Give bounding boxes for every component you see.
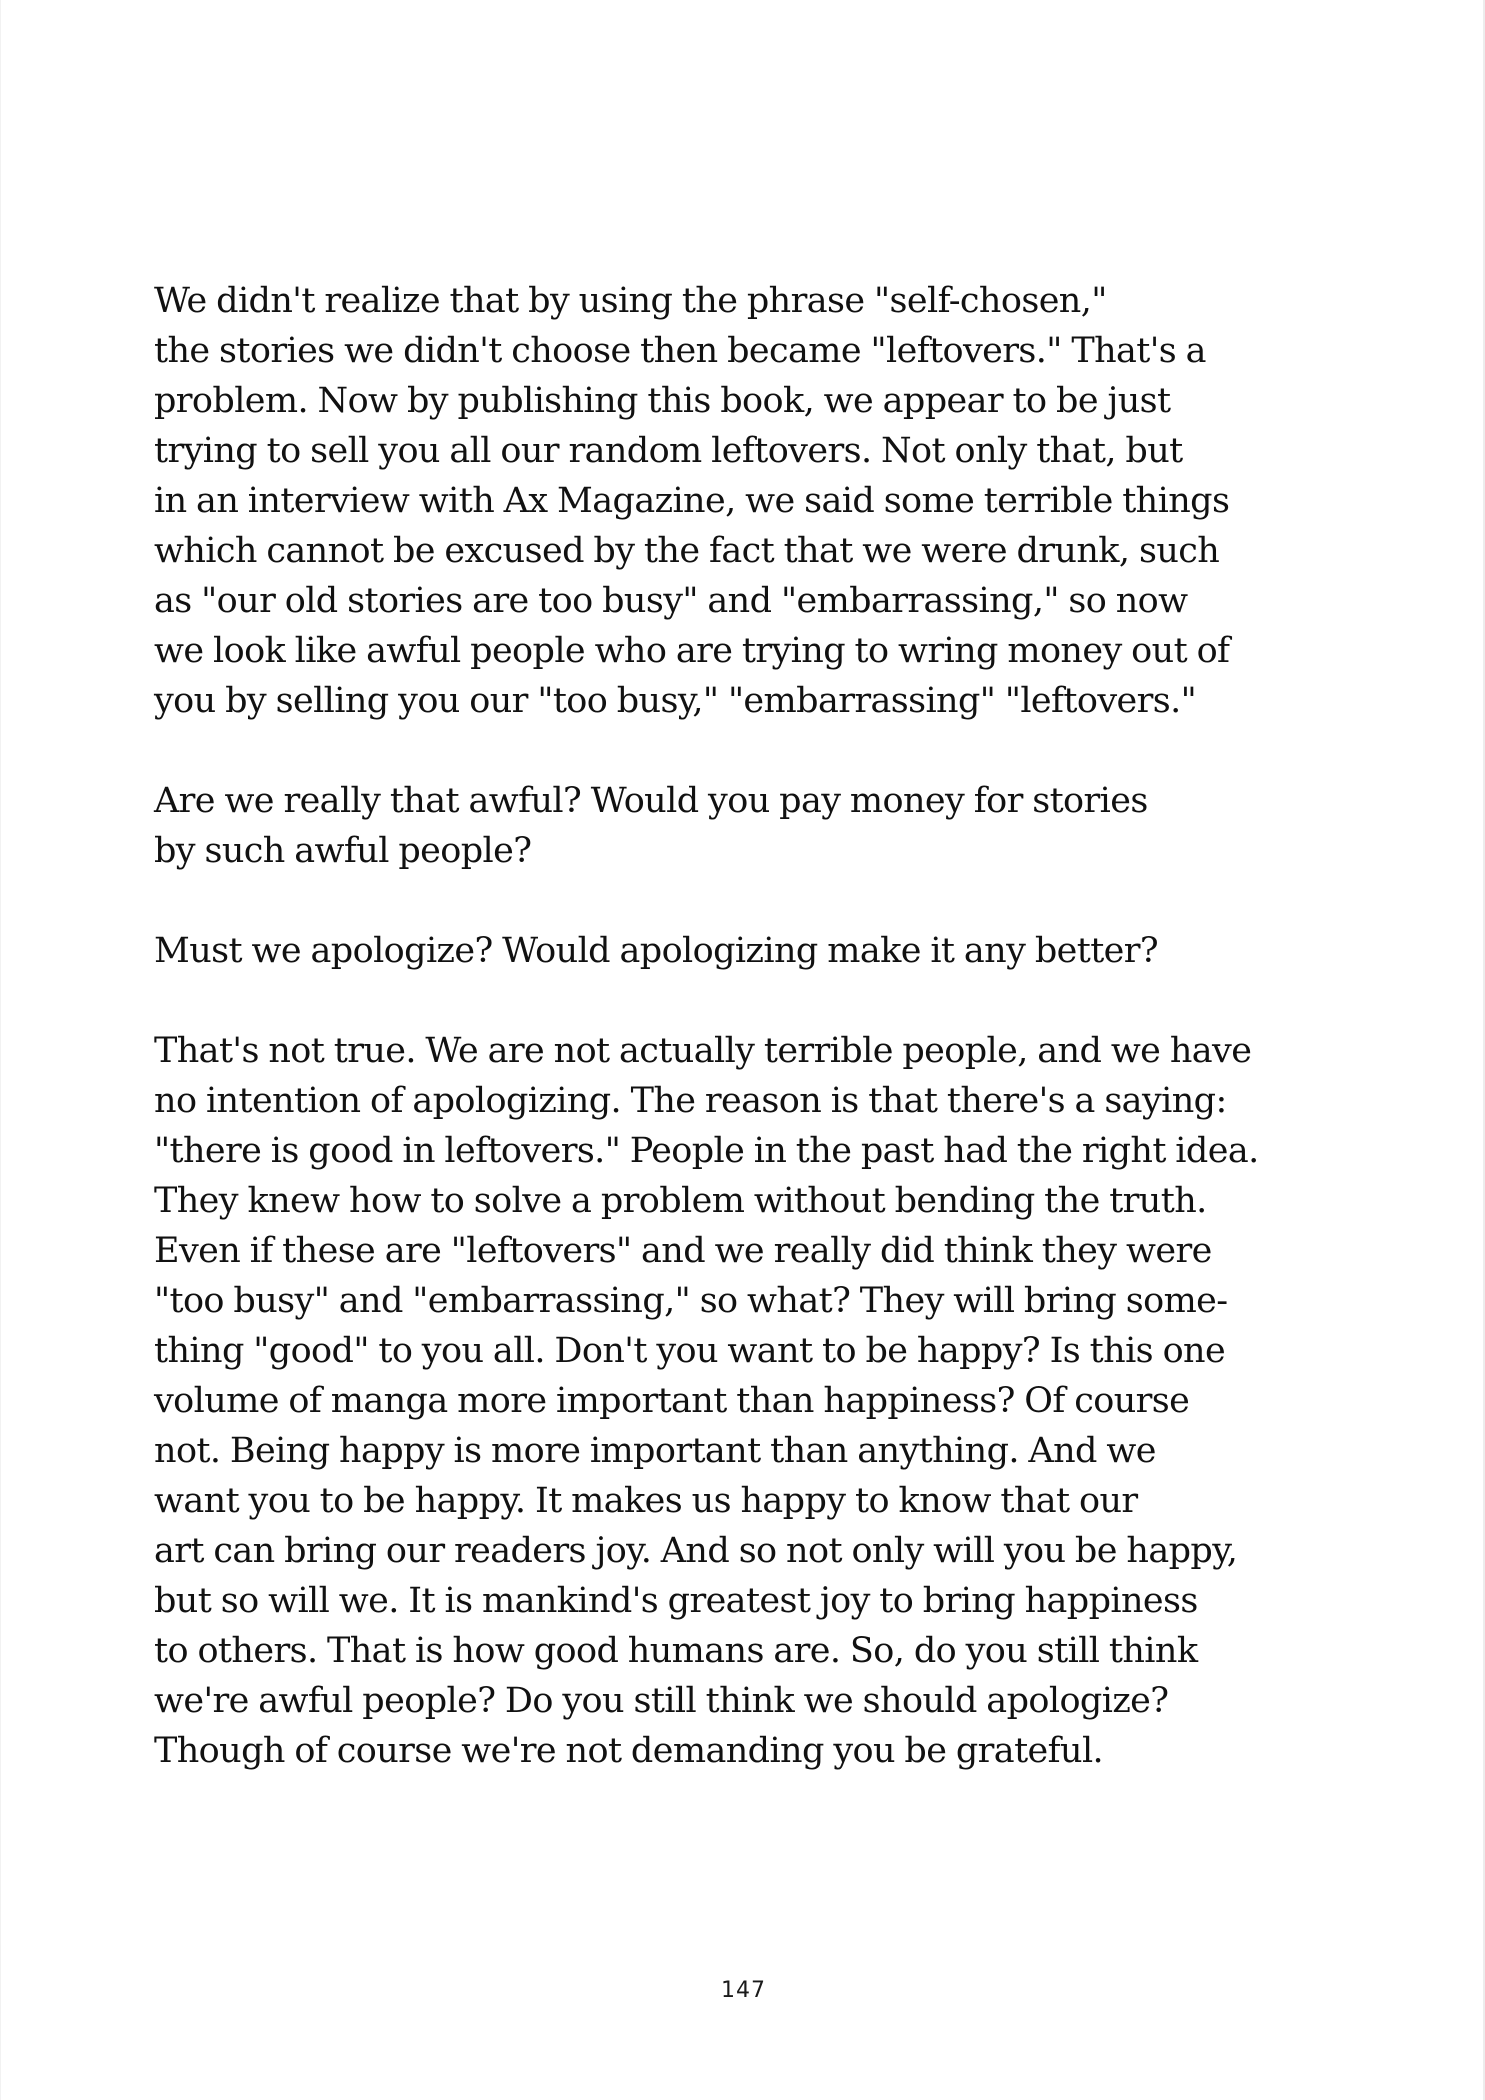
text-line: in an interview with Ax Magazine, we said some terrible things	[154, 481, 1230, 521]
text-line: problem. Now by publishing this book, we appear to be just	[154, 381, 1171, 421]
text-line: volume of manga more important than happiness? Of course	[154, 1381, 1190, 1421]
text-line: trying to sell you all our random leftovers. Not only that, but	[154, 431, 1183, 471]
text-line: as "our old stories are too busy" and "embarrassing," so now	[154, 581, 1188, 621]
body-text	[154, 276, 1394, 1826]
text-line: They knew how to solve a problem without bending the truth.	[154, 1181, 1207, 1221]
text-line: "there is good in leftovers." People in the past had the right idea.	[154, 1131, 1259, 1171]
text-line: by such awful people?	[154, 831, 532, 871]
page-number: 147	[721, 1978, 766, 2003]
text-line: to others. That is how good humans are. So, do you still think	[154, 1631, 1198, 1671]
text-line: you by selling you our "too busy," "embarrassing" "leftovers."	[154, 681, 1197, 721]
paragraph-2	[154, 776, 1394, 876]
text-line: Are we really that awful? Would you pay money for stories	[154, 781, 1148, 821]
text-line: art can bring our readers joy. And so not only will you be happy,	[154, 1531, 1238, 1571]
text-line: That's not true. We are not actually terrible people, and we have	[154, 1031, 1252, 1071]
text-line: Must we apologize? Would apologizing make it any better?	[154, 931, 1159, 971]
text-line: want you to be happy. It makes us happy to know that our	[154, 1481, 1138, 1521]
text-line: We didn't realize that by using the phrase "self-chosen,"	[154, 281, 1107, 321]
text-line: thing "good" to you all. Don't you want to be happy? Is this one	[154, 1331, 1226, 1371]
text-line: we're awful people? Do you still think we should apologize?	[154, 1681, 1169, 1721]
text-line: Even if these are "leftovers" and we really did think they were	[154, 1231, 1212, 1271]
text-line: but so will we. It is mankind's greatest joy to bring happiness	[154, 1581, 1198, 1621]
text-line: the stories we didn't choose then became "leftovers." That's a	[154, 331, 1206, 371]
text-line: we look like awful people who are trying to wring money out of	[154, 631, 1230, 671]
paragraph-3	[154, 926, 1394, 976]
text-line: not. Being happy is more important than anything. And we	[154, 1431, 1156, 1471]
text-line: "too busy" and "embarrassing," so what? They will bring some-	[154, 1281, 1228, 1321]
paragraph-1	[154, 276, 1394, 726]
paragraph-4	[154, 1026, 1394, 1776]
text-line: no intention of apologizing. The reason is that there's a saying:	[154, 1081, 1227, 1121]
text-line: Though of course we're not demanding you be grateful.	[154, 1731, 1104, 1771]
text-line: which cannot be excused by the fact that we were drunk, such	[154, 531, 1220, 571]
